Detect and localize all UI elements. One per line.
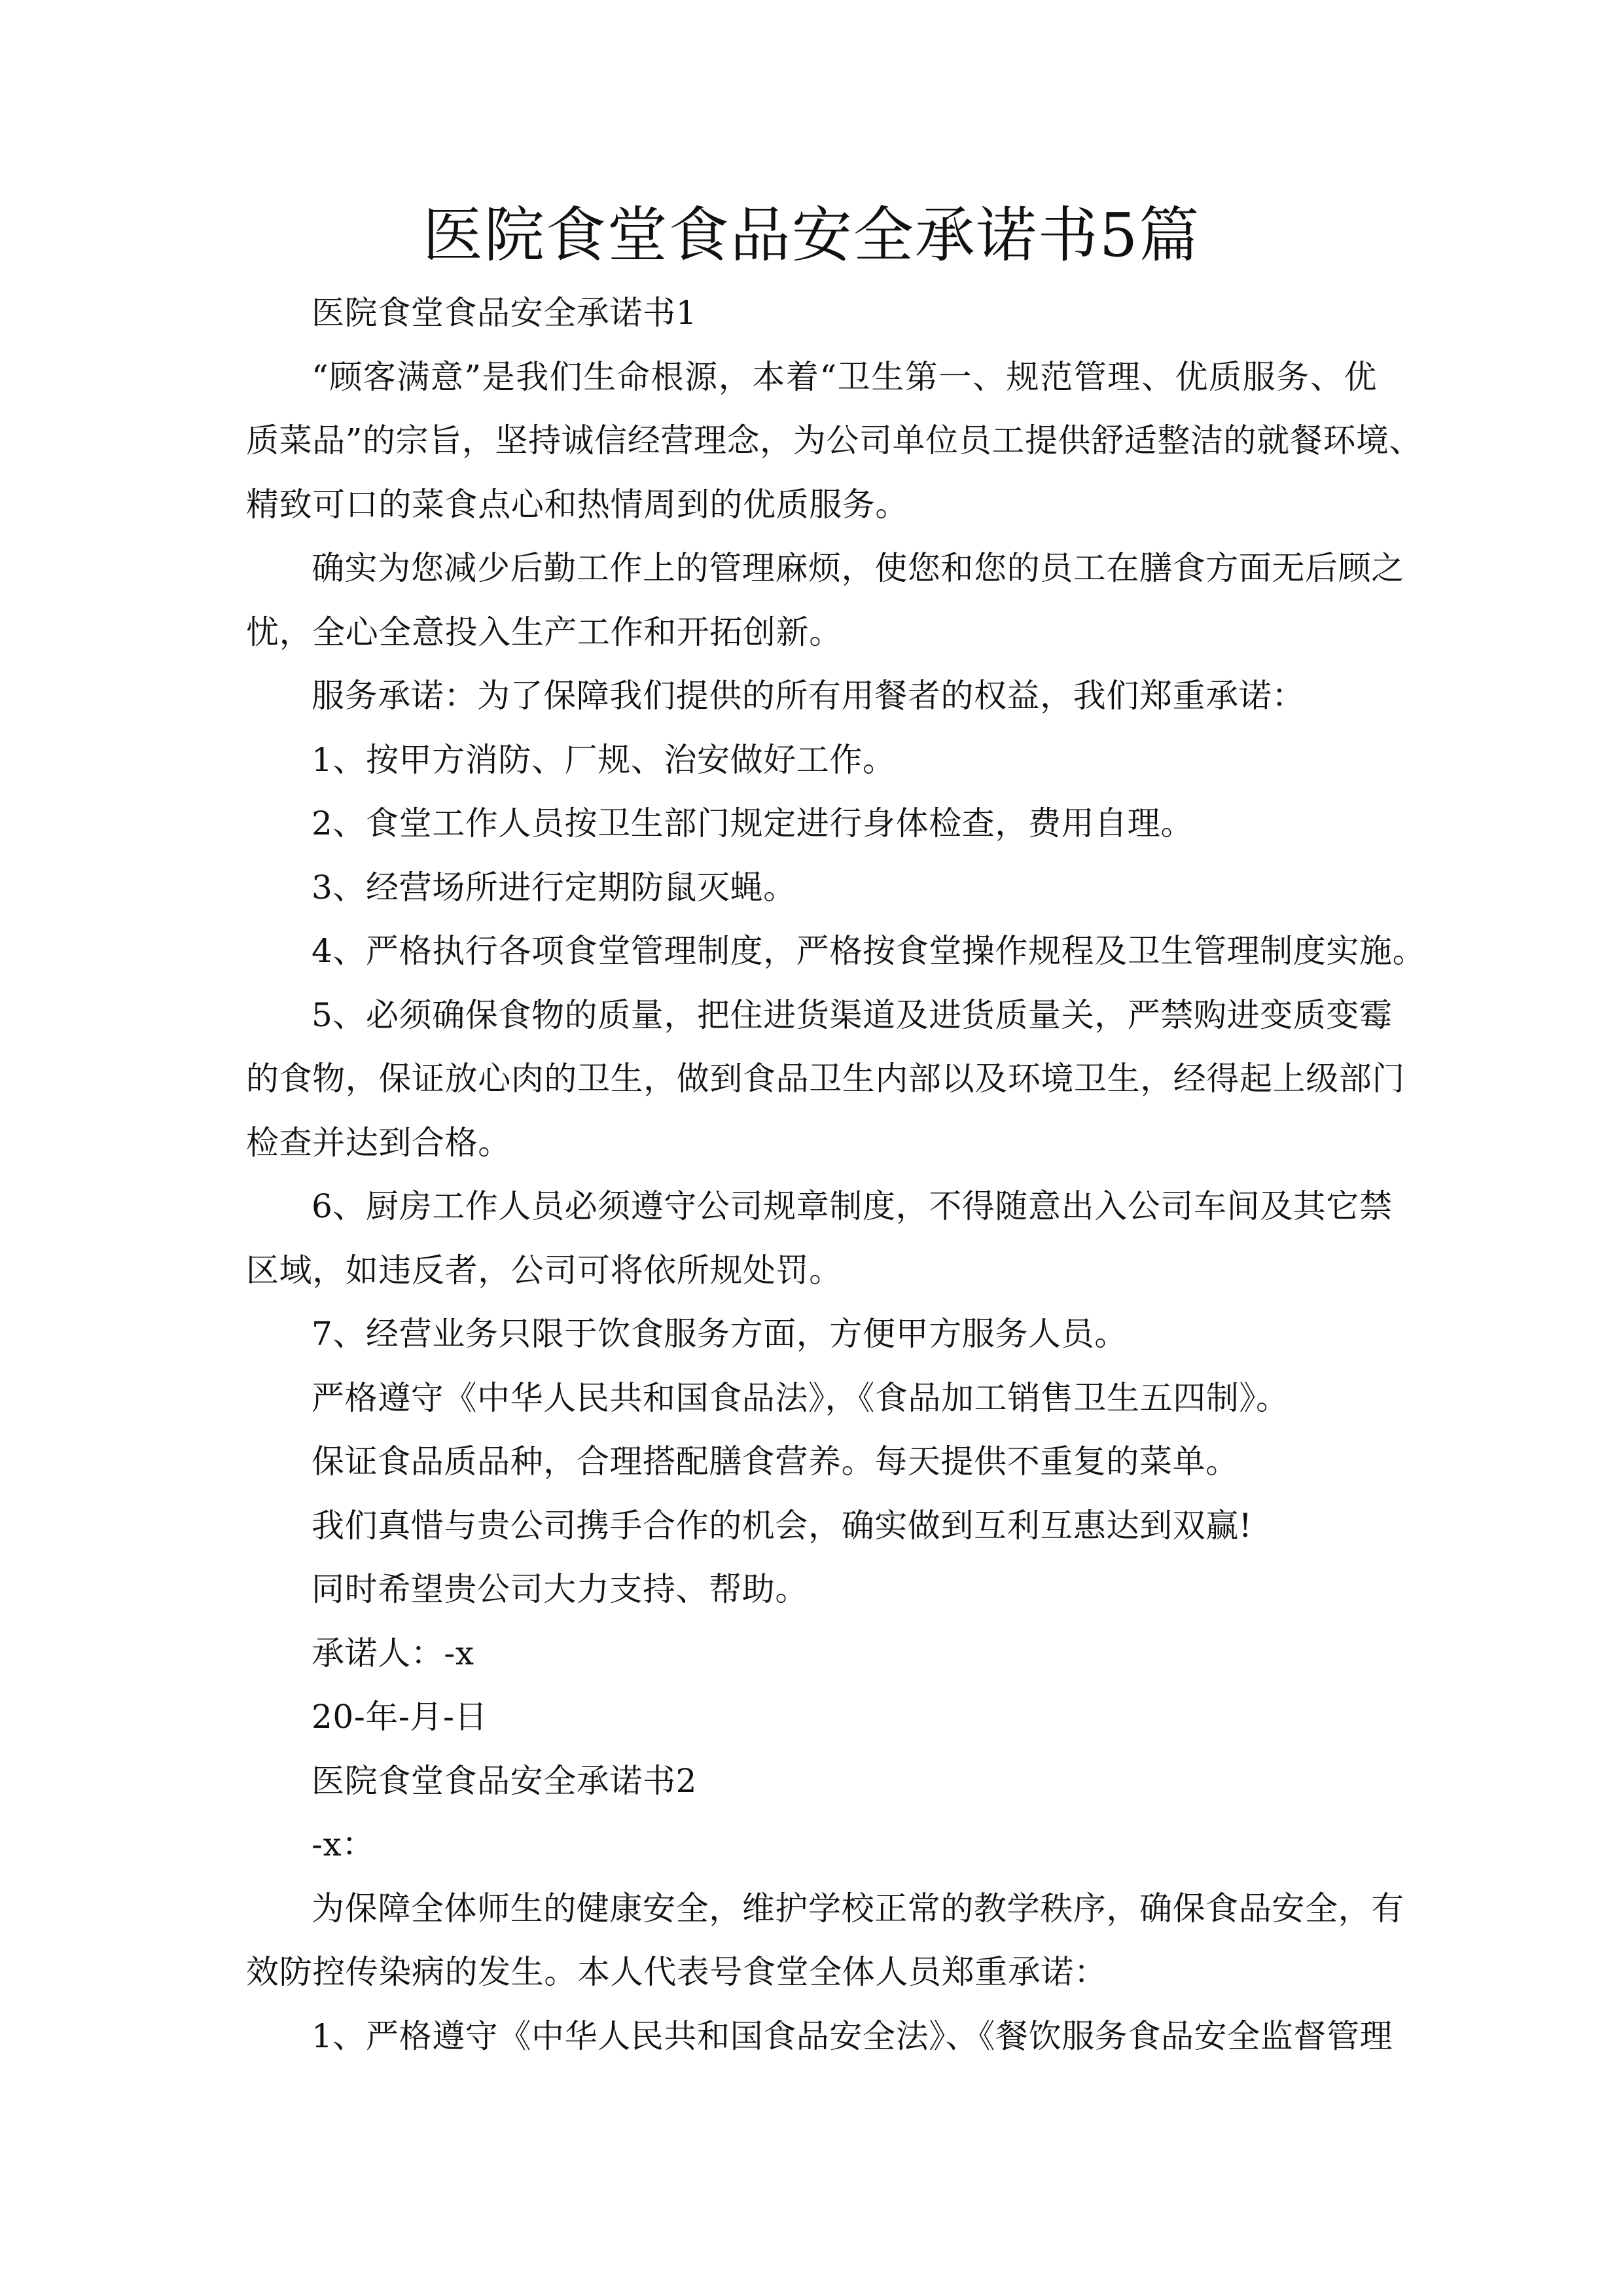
text-line: 同时希望贵公司大力支持、帮助。 xyxy=(312,1570,808,1608)
text-line: 1、严格遵守《中华人民共和国食品安全法》、《餐饮服务食品安全监督管理 xyxy=(312,2017,1393,2055)
text-line: 我们真惜与贵公司携手合作的机会，确实做到互利互惠达到双赢! xyxy=(312,1506,1253,1545)
text-line: 忧，全心全意投入生产工作和开拓创新。 xyxy=(246,613,842,651)
text-line: 服务承诺：为了保障我们提供的所有用餐者的权益，我们郑重承诺： xyxy=(312,677,1305,715)
text-line: 3、经营场所进行定期防鼠灭蝇。 xyxy=(312,868,796,906)
document-title: 医院食堂食品安全承诺书5篇 xyxy=(422,200,1201,270)
text-line: 医院食堂食品安全承诺书2 xyxy=(312,1761,698,1800)
text-line: 6、厨房工作人员必须遵守公司规章制度，不得随意出入公司车间及其它禁 xyxy=(312,1187,1393,1225)
text-line: -x： xyxy=(312,1825,375,1863)
text-line: 2、食堂工作人员按卫生部门规定进行身体检查，费用自理。 xyxy=(312,804,1194,842)
text-line: 20-年-月-日 xyxy=(312,1698,488,1736)
text-line: 质菜品”的宗旨，坚持诚信经营理念，为公司单位员工提供舒适整洁的就餐环境、 xyxy=(246,422,1423,459)
text-line: 的食物，保证放心肉的卫生，做到食品卫生内部以及环境卫生，经得起上级部门 xyxy=(246,1060,1405,1098)
text-line: 4、严格执行各项食堂管理制度，严格按食堂操作规程及卫生管理制度实施。 xyxy=(312,932,1426,970)
text-line: 区域，如违反者，公司可将依所规处罚。 xyxy=(246,1251,842,1289)
text-line: 保证食品质品种，合理搭配膳食营养。每天提供不重复的菜单。 xyxy=(312,1443,1239,1480)
text-line: 承诺人：-x xyxy=(312,1634,474,1672)
text-line: 精致可口的菜食点心和热情周到的优质服务。 xyxy=(246,485,908,524)
text-line: 1、按甲方消防、厂规、治安做好工作。 xyxy=(312,740,896,779)
text-line: 严格遵守《中华人民共和国食品法》，《食品加工销售卫生五四制》。 xyxy=(312,1378,1289,1417)
text-line: 检查并达到合格。 xyxy=(246,1123,511,1162)
text-line: “顾客满意”是我们生命根源，本着“卫生第一、规范管理、优质服务、优 xyxy=(312,357,1377,396)
text-line: 为保障全体师生的健康安全，维护学校正常的教学秩序，确保食品安全，有 xyxy=(312,1889,1404,1928)
text-line: 医院食堂食品安全承诺书1 xyxy=(312,294,698,332)
text-line: 5、必须确保食物的质量，把住进货渠道及进货质量关，严禁购进变质变霉 xyxy=(312,996,1393,1034)
document-body xyxy=(246,281,1426,2068)
text-line: 7、经营业务只限于饮食服务方面，方便甲方服务人员。 xyxy=(312,1315,1128,1353)
text-line: 确实为您减少后勤工作上的管理麻烦，使您和您的员工在膳食方面无后顾之 xyxy=(312,549,1404,587)
text-line: 效防控传染病的发生。本人代表号食堂全体人员郑重承诺： xyxy=(246,1953,1107,1991)
